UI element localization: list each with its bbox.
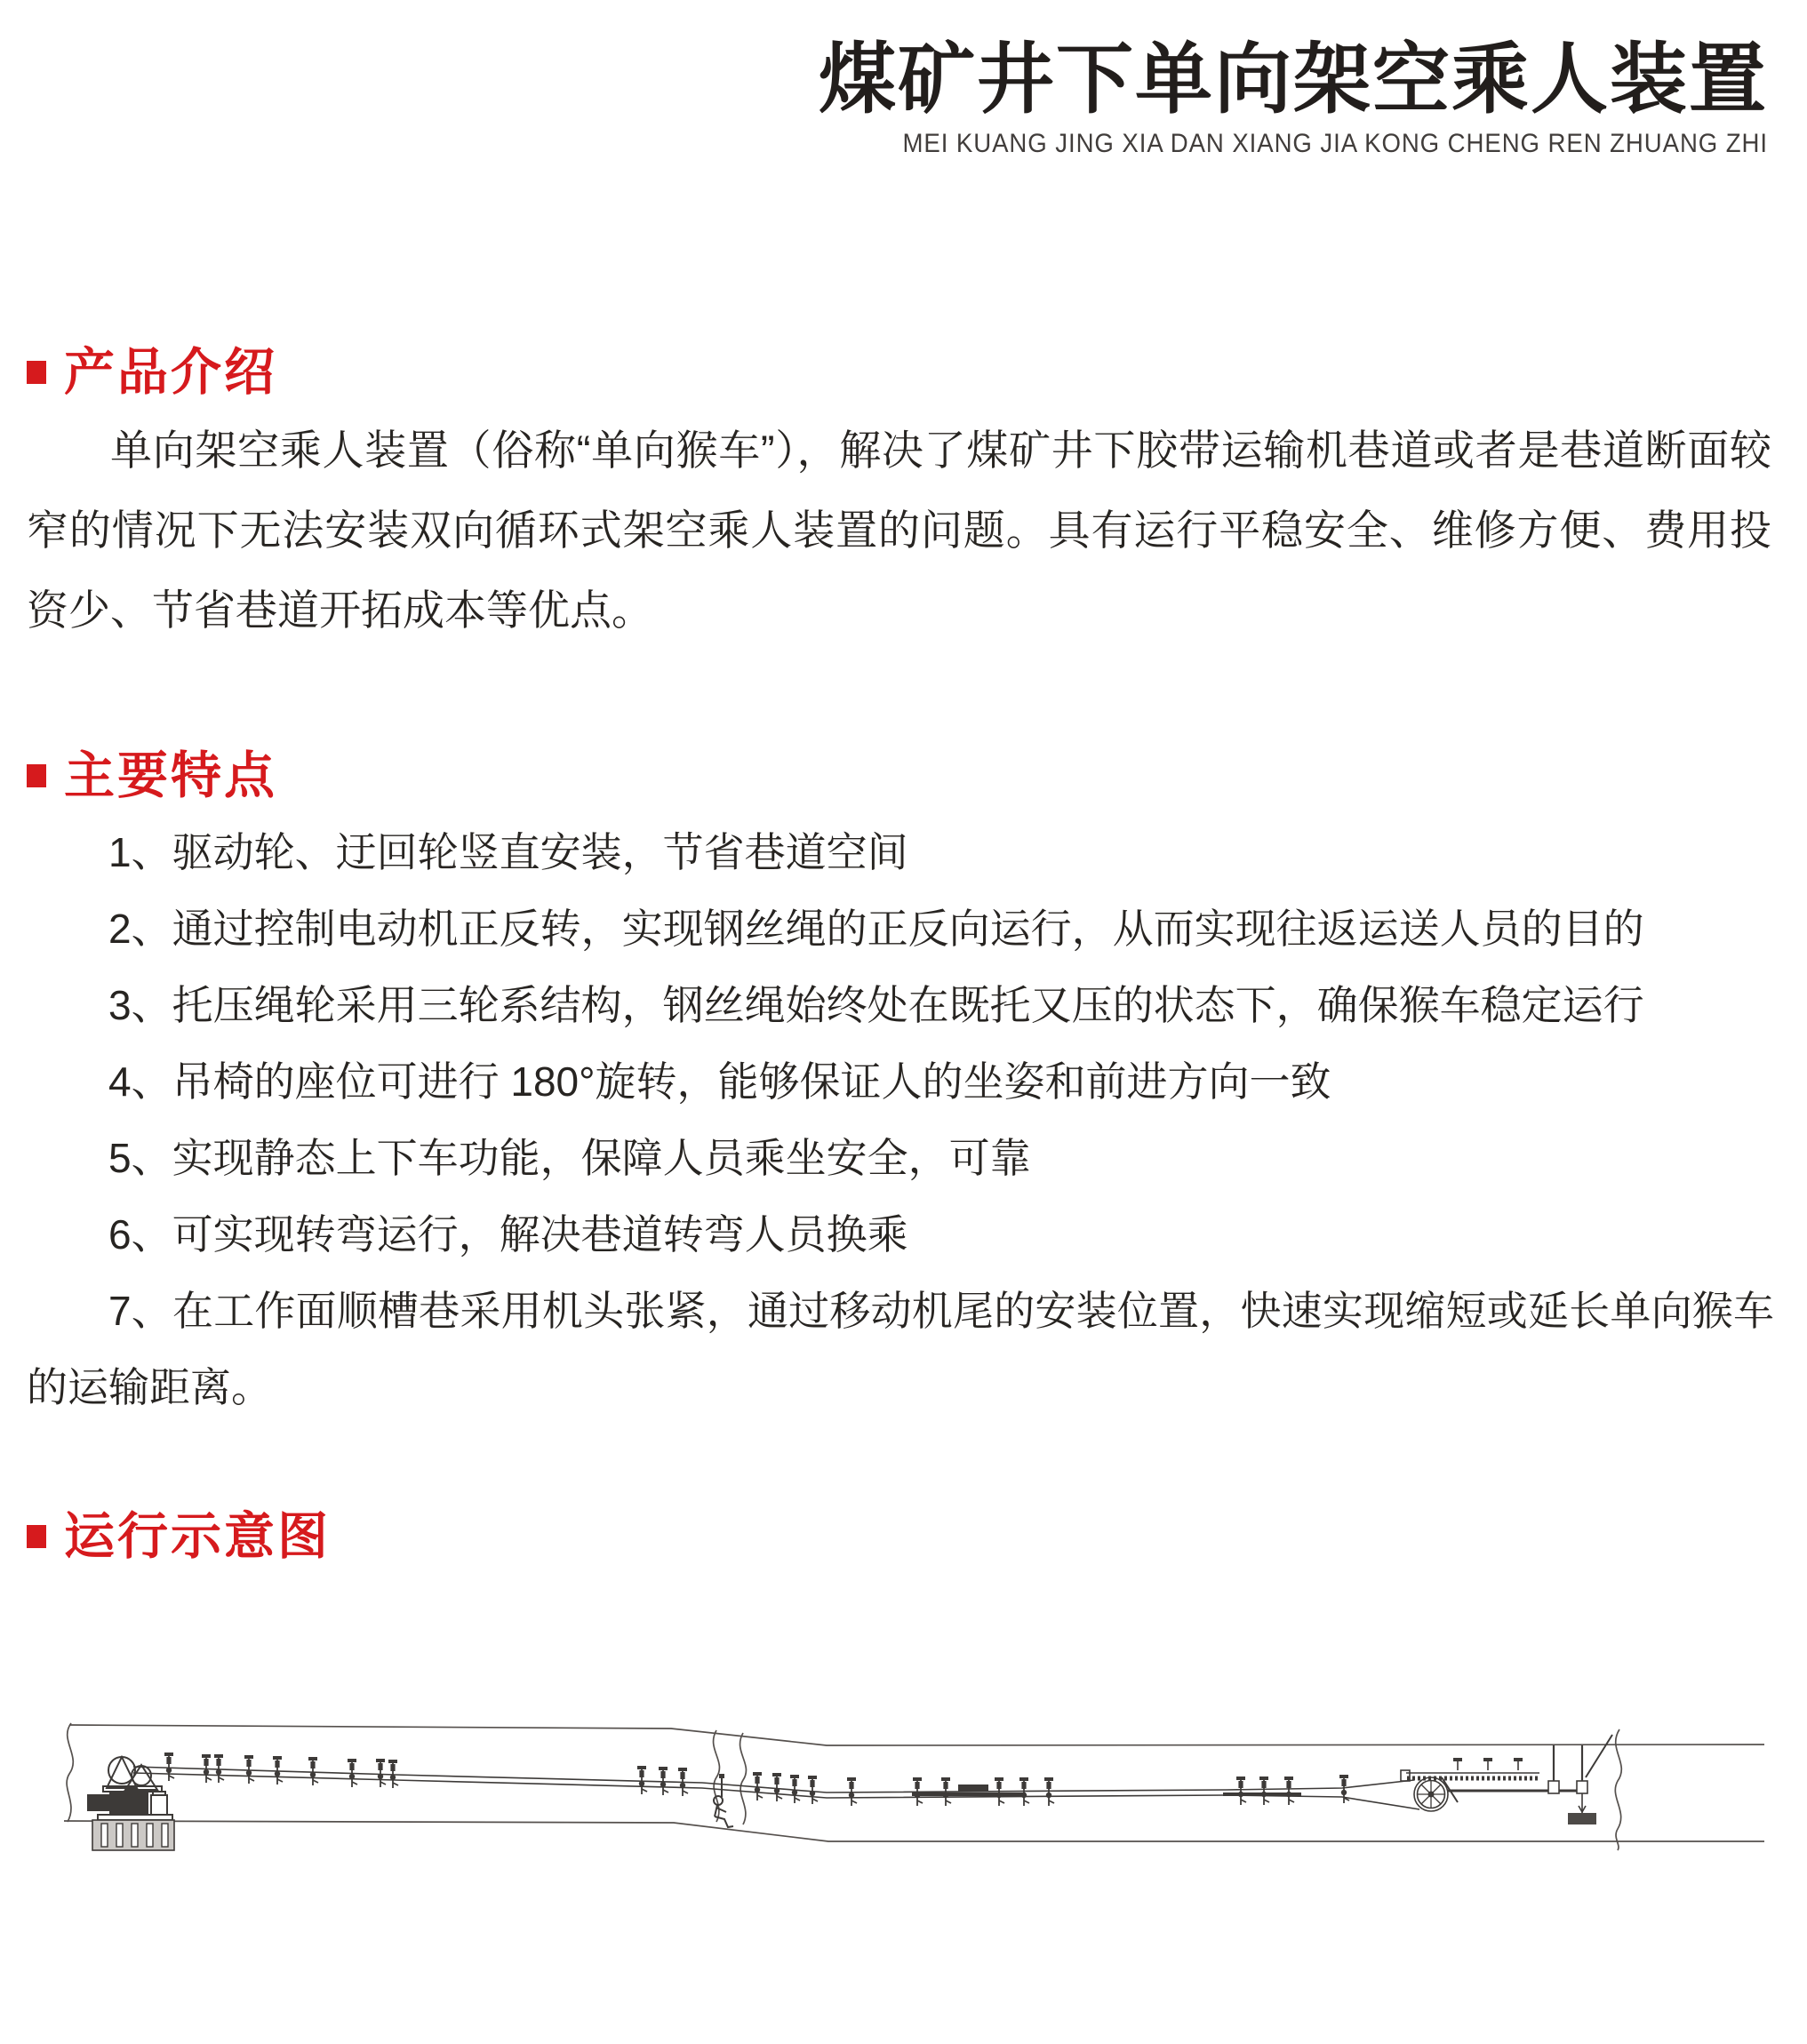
feature-item: 6、可实现转弯运行，解决巷道转弯人员换乘 bbox=[108, 1211, 908, 1258]
control-box bbox=[88, 1795, 111, 1810]
break-mark-left bbox=[67, 1723, 73, 1822]
break-mark-right bbox=[1615, 1729, 1621, 1850]
red-square-bullet-icon bbox=[27, 1525, 46, 1548]
section-heading-features bbox=[27, 748, 277, 804]
feature-item: 7、在工作面顺槽巷采用机头张紧，通过移动机尾的安装位置，快速实现缩短或延长单向猴车的运输距离。 bbox=[27, 1288, 1774, 1410]
operation-diagram bbox=[0, 1689, 1807, 1893]
feature-item: 2、通过控制电动机正反转，实现钢丝绳的正反向运行，从而实现往返运送人员的目的 bbox=[108, 906, 1644, 952]
motor-block bbox=[110, 1792, 148, 1815]
drive-station bbox=[88, 1757, 174, 1850]
operation-diagram-svg bbox=[0, 1689, 1807, 1893]
trolley-block bbox=[958, 1785, 988, 1792]
features-list bbox=[27, 814, 1774, 1425]
anchor-line bbox=[1586, 1735, 1612, 1777]
section-heading-diagram bbox=[27, 1509, 331, 1565]
red-square-bullet-icon bbox=[27, 361, 46, 384]
feature-item: 3、托压绳轮采用三轮系结构，钢丝绳始终处在既托又压的状态下，确保猴车稳定运行 bbox=[108, 982, 1644, 1028]
tunnel-outline bbox=[64, 1723, 1764, 1850]
tunnel-floor-line bbox=[64, 1821, 1764, 1841]
page-header bbox=[819, 36, 1768, 159]
tension-device bbox=[1548, 1735, 1612, 1824]
tension-weight bbox=[1568, 1813, 1596, 1824]
break-mark-middle bbox=[740, 1733, 747, 1824]
feature-item: 4、吊椅的座位可进行 180°旋转，能够保证人的坐姿和前进方向一致 bbox=[108, 1058, 1331, 1105]
section-heading-diagram-label: 运行示意图 bbox=[64, 1508, 331, 1565]
page-title: 煤矿井下单向架空乘人装置 bbox=[819, 36, 1768, 123]
section-heading-intro-label: 产品介绍 bbox=[64, 344, 277, 401]
page-subtitle-pinyin: MEI KUANG JING XIA DAN XIANG JIA KONG CHENG REN ZHUANG ZHI bbox=[902, 129, 1768, 159]
rail-posts bbox=[1453, 1758, 1523, 1770]
drive-wheel bbox=[108, 1757, 135, 1784]
red-square-bullet-icon bbox=[27, 764, 46, 787]
section-heading-intro bbox=[27, 345, 277, 401]
intro-paragraph: 单向架空乘人装置（俗称“单向猴车”），解决了煤矿井下胶带运输机巷道或者是巷道断面较窄的情况下无法安装双向循环式架空乘人装置的问题。具有运行平稳安全、维修方便、费用投资少、节省巷道开拓成本等优点。 bbox=[27, 427, 1771, 634]
feature-item: 5、实现静态上下车功能，保障人员乘坐安全，可靠 bbox=[108, 1135, 1031, 1181]
tunnel-roof-line bbox=[69, 1725, 1764, 1745]
feature-item: 1、驱动轮、迂回轮竖直安装，节省巷道空间 bbox=[108, 829, 908, 875]
section-heading-features-label: 主要特点 bbox=[64, 747, 277, 804]
